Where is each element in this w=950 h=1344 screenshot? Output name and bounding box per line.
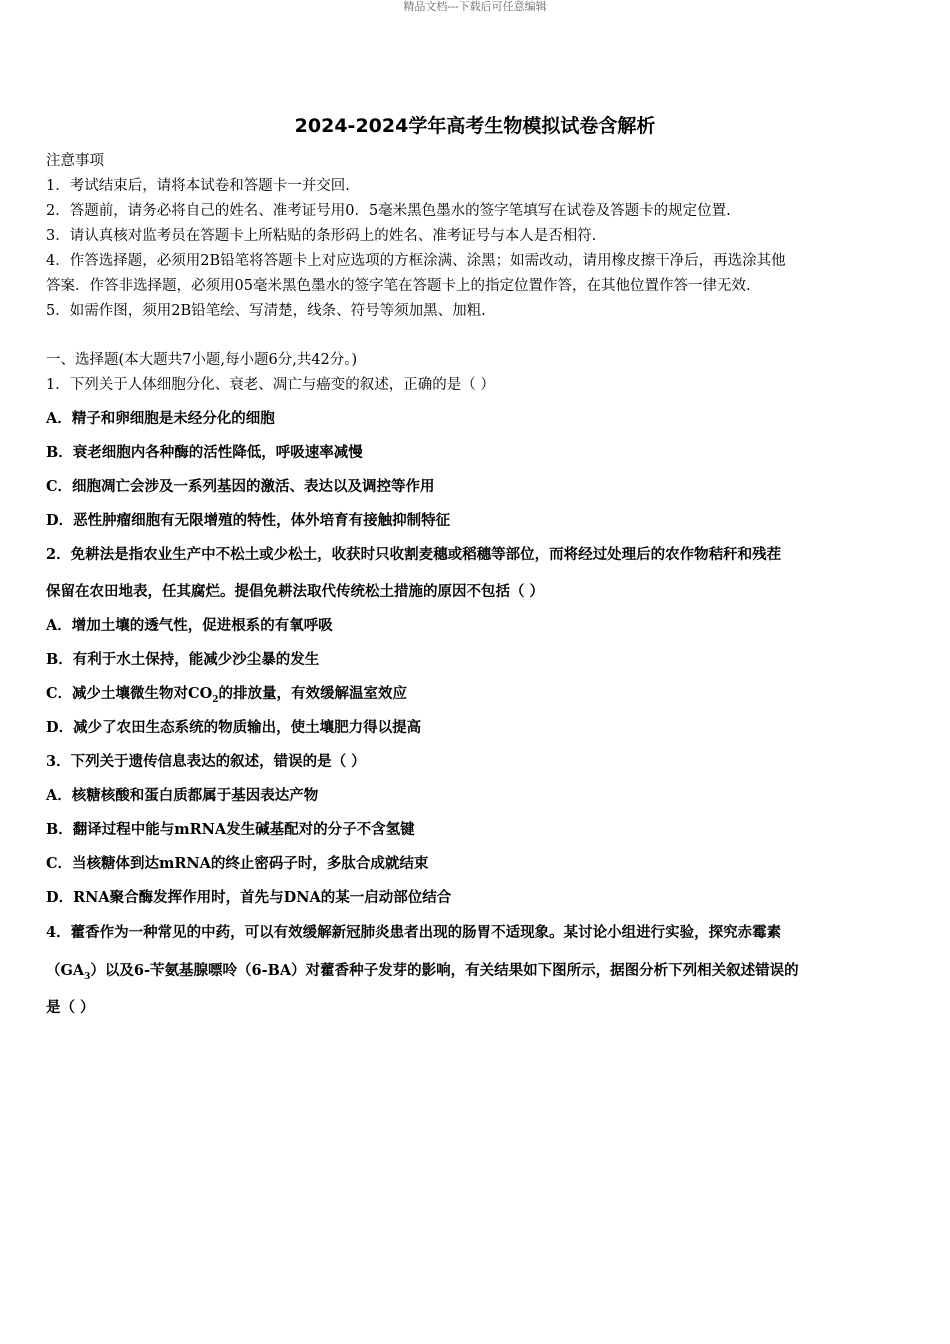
q4-stem-2-pre: （GA <box>46 962 85 979</box>
q1-stem: 1．下列关于人体细胞分化、衰老、凋亡与癌变的叙述，正确的是（ ） <box>46 377 495 393</box>
q2-option-b: B．有利于水土保持，能减少沙尘暴的发生 <box>46 651 320 668</box>
q2-option-c <box>46 684 407 704</box>
section-heading: 一、选择题(本大题共7小题,每小题6分,共42分。) <box>46 352 358 368</box>
notice-item-2: 2．答题前，请务必将自己的姓名、准考证号用0．5毫米黑色墨水的签字笔填写在试卷及答题卡的规定位置. <box>46 203 731 219</box>
q3-option-c: C．当核糖体到达mRNA的终止密码子时，多肽合成就结束 <box>46 855 429 872</box>
q3-stem: 3．下列关于遗传信息表达的叙述，错误的是（ ） <box>46 753 366 770</box>
page-header: 精品文档---下载后可任意编辑 <box>403 0 547 13</box>
q2-option-c-pre: C．减少土壤微生物对CO <box>46 685 213 702</box>
q2-option-a: A．增加土壤的透气性，促进根系的有氧呼吸 <box>46 617 333 634</box>
q4-stem-2-post: ）以及6-苄氨基腺嘌呤（6-BA）对藿香种子发芽的影响，有关结果如下图所示，据图分析下列相关叙述错误的 <box>90 962 799 979</box>
q2-stem-2: 保留在农田地表，任其腐烂。提倡免耕法取代传统松土措施的原因不包括（ ） <box>46 583 545 600</box>
q3-option-d: D．RNA聚合酶发挥作用时，首先与DNA的某一启动部位结合 <box>46 889 452 906</box>
q4-stem-2-sub: 3 <box>84 971 91 982</box>
notice-item-4-cont: 答案．作答非选择题，必须用05毫米黑色墨水的签字笔在答题卡上的指定位置作答，在其他位置作答一律无效. <box>46 278 751 294</box>
notice-heading: 注意事项 <box>46 153 104 169</box>
q1-option-c: C．细胞凋亡会涉及一系列基因的激活、表达以及调控等作用 <box>46 478 435 495</box>
document-title: 2024-2024学年高考生物模拟试卷含解析 <box>294 115 656 137</box>
notice-item-3: 3．请认真核对监考员在答题卡上所粘贴的条形码上的姓名、准考证号与本人是否相符. <box>46 228 597 244</box>
q3-option-a: A．核糖核酸和蛋白质都属于基因表达产物 <box>46 787 319 804</box>
q4-stem-1: 4．藿香作为一种常见的中药，可以有效缓解新冠肺炎患者出现的肠胃不适现象。某讨论小组进行实验，探究赤霉素 <box>46 924 782 941</box>
notice-item-5: 5．如需作图，须用2B铅笔绘、写清楚，线条、符号等须加黑、加粗. <box>46 303 486 319</box>
q1-option-a: A．精子和卵细胞是未经分化的细胞 <box>46 410 275 427</box>
notice-item-4: 4．作答选择题，必须用2B铅笔将答题卡上对应选项的方框涂满、涂黑；如需改动，请用橡皮擦干净后，再选涂其他 <box>46 253 786 269</box>
notice-item-1: 1．考试结束后，请将本试卷和答题卡一并交回. <box>46 178 350 194</box>
q4-stem-2 <box>46 961 799 981</box>
q3-option-b: B．翻译过程中能与mRNA发生碱基配对的分子不含氢键 <box>46 821 415 838</box>
q1-option-b: B．衰老细胞内各种酶的活性降低，呼吸速率减慢 <box>46 444 363 461</box>
q2-option-d: D．减少了农田生态系统的物质输出，使土壤肥力得以提高 <box>46 719 422 736</box>
q1-option-d: D．恶性肿瘤细胞有无限增殖的特性，体外培育有接触抑制特征 <box>46 512 451 529</box>
q2-option-c-post: 的排放量，有效缓解温室效应 <box>218 685 407 702</box>
q2-option-c-sub: 2 <box>212 694 219 705</box>
q2-stem-1: 2．免耕法是指农业生产中不松土或少松土，收获时只收割麦穗或稻穗等部位，而将经过处理后的农作物秸秆和残茬 <box>46 546 782 563</box>
q4-stem-3: 是（ ） <box>46 999 95 1016</box>
